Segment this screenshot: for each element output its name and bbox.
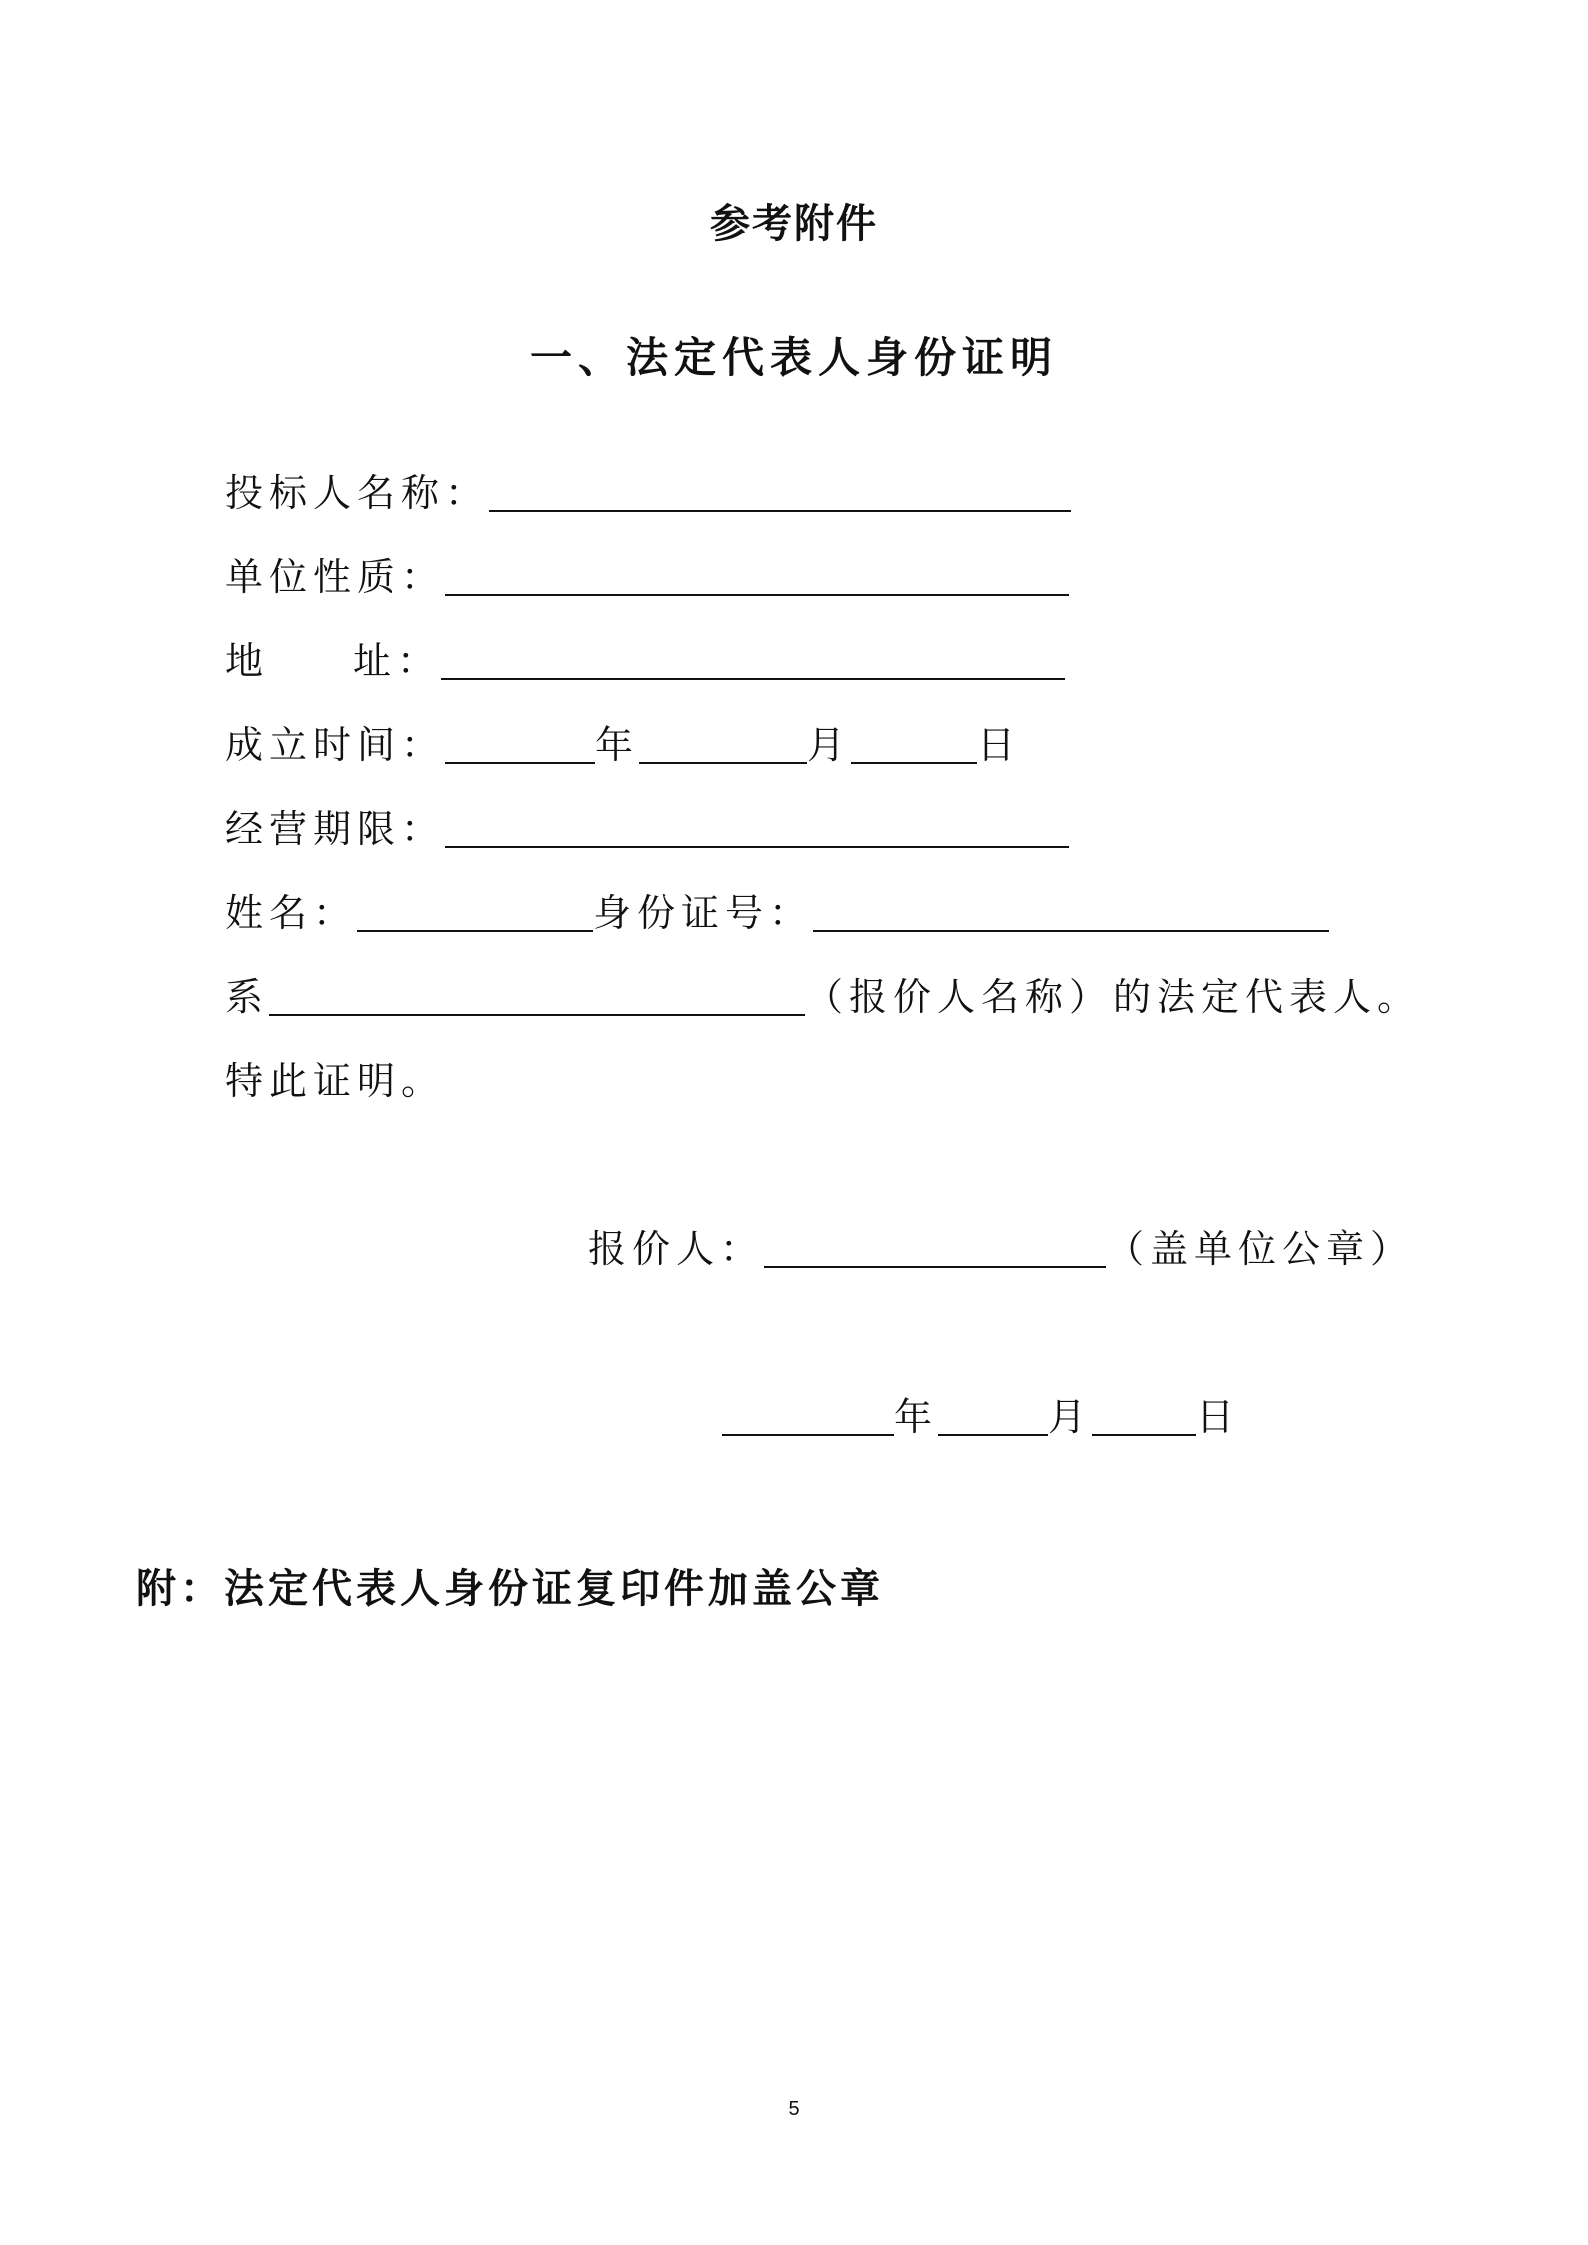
address-label-second: 址： <box>353 639 442 683</box>
bidder-name-label: 投标人名称： <box>225 471 490 515</box>
certify-text: 特此证明。 <box>225 1059 446 1103</box>
established-year-blank[interactable] <box>445 724 595 764</box>
address-label-first: 地 <box>225 639 270 683</box>
is-prefix: 系 <box>225 975 270 1019</box>
established-label: 成立时间： <box>225 723 446 767</box>
page-number: 5 <box>788 2098 800 2120</box>
document-subheading: 一、法定代表人身份证明 <box>529 333 1058 382</box>
signature-year-char: 年 <box>894 1395 939 1439</box>
established-day-blank[interactable] <box>851 724 977 764</box>
signature-month-char: 月 <box>1048 1395 1093 1439</box>
id-number-label: 身份证号： <box>593 891 814 935</box>
seal-note: （盖单位公章） <box>1106 1227 1415 1271</box>
address-blank[interactable] <box>441 640 1065 680</box>
bidder-name-blank[interactable] <box>489 472 1071 512</box>
quoter-row <box>588 1226 1414 1272</box>
signature-month-blank[interactable] <box>938 1396 1048 1436</box>
established-day-char: 日 <box>977 723 1022 767</box>
legal-rep-row <box>225 974 1421 1020</box>
unit-nature-label: 单位性质： <box>225 555 446 599</box>
attachment-note: 附：法定代表人身份证复印件加盖公章 <box>136 1566 884 1612</box>
unit-nature-row <box>225 554 1069 600</box>
established-month-blank[interactable] <box>639 724 807 764</box>
signature-date-row <box>722 1394 1240 1440</box>
signature-year-blank[interactable] <box>722 1396 894 1436</box>
is-suffix: （报价人名称）的法定代表人。 <box>805 975 1422 1019</box>
operation-term-label: 经营期限： <box>225 807 446 851</box>
signature-day-blank[interactable] <box>1092 1396 1196 1436</box>
quoter-label: 报价人： <box>588 1227 765 1271</box>
company-name-blank[interactable] <box>269 976 805 1016</box>
name-id-row <box>225 890 1329 936</box>
document-heading: 参考附件 <box>710 201 878 247</box>
name-blank[interactable] <box>357 892 593 932</box>
operation-term-row <box>225 806 1069 852</box>
name-label: 姓名： <box>225 891 358 935</box>
signature-day-char: 日 <box>1196 1395 1241 1439</box>
address-row <box>225 638 1065 684</box>
certify-row <box>225 1058 445 1104</box>
operation-term-blank[interactable] <box>445 808 1069 848</box>
established-year-char: 年 <box>595 723 640 767</box>
established-month-char: 月 <box>807 723 852 767</box>
quoter-blank[interactable] <box>764 1228 1106 1268</box>
id-number-blank[interactable] <box>813 892 1329 932</box>
bidder-name-row <box>225 470 1071 516</box>
unit-nature-blank[interactable] <box>445 556 1069 596</box>
established-row <box>225 722 1021 768</box>
